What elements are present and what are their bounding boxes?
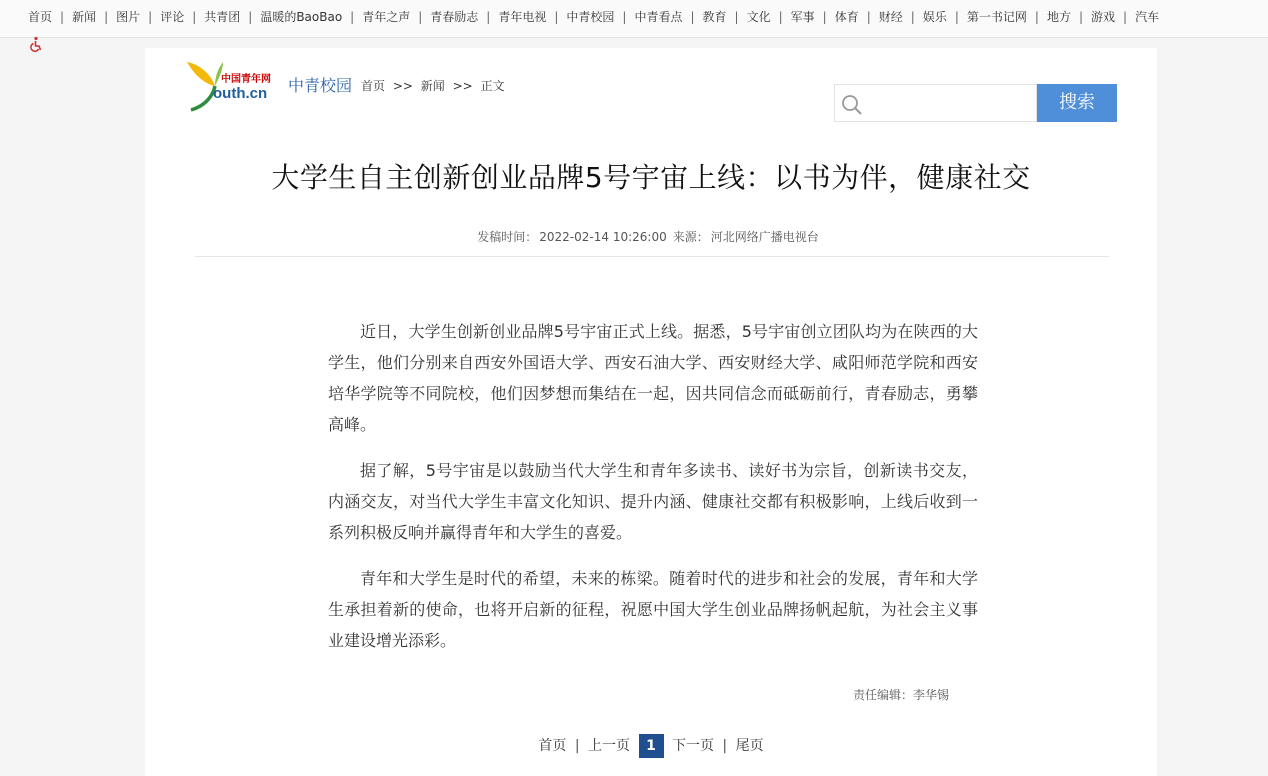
pager-current: 1 [639,734,664,758]
article-meta [145,228,1157,245]
search-button[interactable]: 搜索 [1037,84,1117,122]
breadcrumb-current: 正文 [480,79,505,93]
nav-separator: | [60,10,65,24]
nav-item[interactable]: 青春励志 [430,10,479,24]
nav-item[interactable]: 教育 [702,10,727,24]
logo-main-text: outh.cn [213,85,268,102]
nav-item[interactable]: 汽车 [1135,10,1160,24]
nav-separator: | [248,10,253,24]
channel-name[interactable]: 中青校园 [288,76,353,95]
pager-last[interactable]: 尾页 [735,738,764,754]
responsible-editor: 责任编辑：李华锡 [853,688,950,702]
nav-separator: | [554,10,559,24]
pager-prev[interactable]: 上一页 [588,738,631,754]
nav-separator: | [690,10,695,24]
top-navigation [0,0,1268,38]
article-paragraph: 近日，大学生创新创业品牌5号宇宙正式上线。据悉，5号宇宙创立团队均为在陕西的大学生，他们分别来自西安外国语大学、西安石油大学、西安财经大学、咸阳师范学院和西安培华学院等不同院校，他们因梦想而集结在一起，因共同信念而砥砺前行，青春励志，勇攀高峰。 [328,322,978,434]
nav-item[interactable]: 娱乐 [922,10,947,24]
nav-item[interactable]: 青年电视 [498,10,547,24]
search-input[interactable] [869,89,1029,117]
nav-item[interactable]: 首页 [28,10,53,24]
breadcrumb [361,77,505,94]
nav-item[interactable]: 温暖的BaoBao [260,10,343,24]
article-paragraph: 青年和大学生是时代的希望，未来的栋梁。随着时代的进步和社会的发展，青年和大学生承担着新的使命，也将开启新的征程，祝愿中国大学生创业品牌扬帆起航，为社会主义事业建设增光添彩。 [328,569,978,650]
nav-item[interactable]: 军事 [790,10,815,24]
nav-item[interactable]: 中青校园 [566,10,615,24]
nav-item[interactable]: 中青看点 [634,10,683,24]
pager-next[interactable]: 下一页 [671,738,714,754]
nav-separator: | [734,10,739,24]
article-body [328,316,978,671]
breadcrumb-news[interactable]: 新闻 [420,79,445,93]
article-paragraph: 据了解，5号宇宙是以鼓励当代大学生和青年多读书、读好书为宗旨，创新读书交友，内涵交友，对当代大学生丰富文化知识、提升内涵、健康社交都有积极影响，上线后收到一系列积极反响并赢得青年和大学生的喜爱。 [328,461,978,542]
logo-top-text: 中国青年网 [221,74,271,85]
nav-item[interactable]: 地方 [1046,10,1071,24]
wheelchair-icon[interactable] [28,36,44,52]
nav-separator: | [350,10,355,24]
nav-item[interactable]: 文化 [746,10,771,24]
article-page [145,48,1157,776]
publish-time-label: 发稿时间： [477,230,538,244]
pager-first[interactable]: 首页 [538,738,567,754]
nav-separator: | [418,10,423,24]
nav-item[interactable]: 财经 [878,10,903,24]
nav-item[interactable]: 新闻 [72,10,97,24]
nav-separator: | [866,10,871,24]
title-divider [195,256,1109,257]
search-box [834,84,1037,122]
nav-item[interactable]: 第一书记网 [966,10,1027,24]
article-title: 大学生自主创新创业品牌5号宇宙上线：以书为伴，健康社交 [271,161,1031,194]
nav-item[interactable]: 评论 [160,10,185,24]
source-label: 来源： [672,230,709,244]
nav-item[interactable]: 游戏 [1091,10,1116,24]
pager-separator: | [574,738,580,754]
source-value: 河北网络广播电视台 [710,230,819,244]
search-icon [841,94,863,116]
nav-separator: | [910,10,915,24]
breadcrumb-separator: >> [392,79,413,93]
site-logo[interactable] [185,60,280,112]
nav-separator: | [822,10,827,24]
nav-item[interactable]: 共青团 [204,10,241,24]
nav-separator: | [778,10,783,24]
nav-item[interactable]: 图片 [116,10,141,24]
publish-time-value: 2022-02-14 10:26:00 [539,230,667,244]
breadcrumb-separator: >> [452,79,473,93]
nav-separator: | [486,10,491,24]
nav-separator: | [148,10,153,24]
nav-separator: | [192,10,197,24]
nav-item[interactable]: 体育 [834,10,859,24]
nav-separator: | [1123,10,1128,24]
pagination [145,734,1157,758]
nav-separator: | [1034,10,1039,24]
pager-separator: | [722,738,728,754]
breadcrumb-home[interactable]: 首页 [361,79,386,93]
nav-separator: | [1078,10,1084,24]
nav-item[interactable]: 青年之声 [362,10,411,24]
nav-separator: | [622,10,627,24]
nav-separator: | [954,10,959,24]
nav-separator: | [104,10,109,24]
